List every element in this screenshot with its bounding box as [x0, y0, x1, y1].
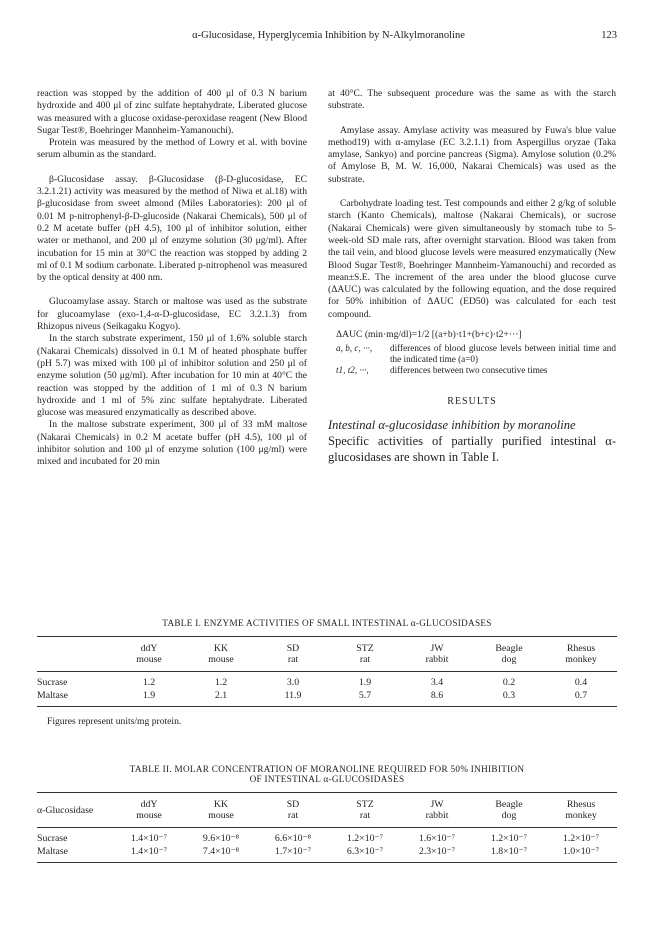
- subsection-heading: Intestinal α-glucosidase inhibition by moranoline: [328, 417, 576, 432]
- table-row: Sucrase 1.2 1.2 3.0 1.9 3.4 0.2 0.4: [37, 677, 588, 688]
- paragraph: at 40°C. The subsequent procedure was the same as with the starch substrate.: [328, 88, 616, 112]
- paragraph: β-Glucosidase assay. β-Glucosidase (β-D-glucosidase, EC 3.2.1.21) activity was measured by the method of Niwa et al.18) with β-glucosidase from sweet almond (Miles Laboratories): 200 μl of 0.01 M p-nitrophenyl-β-D-glucoside (Nakarai Chemicals), 500 μl of 0.2 M acetate buffer (pH 4.5), 100 μl of inhibitor solution, either water or methanol, and 200 μl of enzyme solution (30 μg/ml). After incubation for 15 min at 30°C the reaction was stopped by adding 2 ml of 0.1 M sodium carbonate. Liberated p-nitrophenol was measured by the optical density at 400 nm.: [37, 173, 307, 284]
- column-header: STZ rat: [356, 799, 374, 821]
- stub-header: α-Glucosidase: [37, 804, 94, 816]
- table-row: Maltase 1.9 2.1 11.9 5.7 8.6 0.3 0.7: [37, 690, 588, 701]
- column-header: JW rabbit: [425, 799, 449, 821]
- column-header: SD rat: [286, 799, 300, 821]
- running-title: α-Glucosidase, Hyperglycemia Inhibition by N-Alkylmoranoline: [192, 30, 465, 41]
- page-number: 123: [601, 30, 617, 41]
- column-header: Rhesus monkey: [565, 799, 597, 821]
- left-column: [37, 88, 307, 469]
- column-header: Beagle dog: [495, 643, 523, 665]
- paragraph: reaction was stopped by the addition of 400 μl of 0.3 N barium hydroxide and 400 μl of zinc sulfate heptahydrate. Liberated glucose was measured with a glucose oxidase-peroxidase reagent (New Blood Sugar Test®, Boehringer Mannheim-Yamanouchi).: [37, 88, 307, 136]
- column-header: KK mouse: [208, 799, 234, 821]
- table-header: [37, 643, 617, 665]
- table-caption: OF INTESTINAL α-GLUCOSIDASES: [249, 774, 405, 784]
- equation-definitions: [336, 343, 616, 376]
- definition-term: a, b, c, ···,: [336, 343, 373, 354]
- table-header: [37, 799, 617, 821]
- column-header: STZ rat: [356, 643, 374, 665]
- definition-text: differences between two consecutive times: [390, 365, 548, 376]
- table-row: Sucrase 1.4×10⁻⁷ 9.6×10⁻⁸ 6.6×10⁻⁸ 1.2×10⁻⁷ 1.6×10⁻⁷ 1.2×10⁻⁷ 1.2×10⁻⁷: [37, 833, 600, 844]
- paragraph: In the maltose substrate experiment, 300 μl of 33 mM maltose (Nakarai Chemicals) in 0.2 M acetate buffer (pH 4.5), 100 μl of inhibitor solution and 100 μl of enzyme solution (100 μg/ml) were mixed and incubated for 20 min: [37, 419, 307, 468]
- table-1: [37, 618, 617, 727]
- table-row: Maltase 1.4×10⁻⁷ 7.4×10⁻⁸ 1.7×10⁻⁷ 6.3×10⁻⁷ 2.3×10⁻⁷ 1.8×10⁻⁷ 1.0×10⁻⁷: [37, 846, 600, 857]
- definition-term: t1, t2, ···,: [336, 365, 369, 376]
- column-header: SD rat: [286, 643, 300, 665]
- table-caption: TABLE I. ENZYME ACTIVITIES OF SMALL INTESTINAL α-GLUCOSIDASES: [162, 618, 492, 628]
- column-header: Beagle dog: [495, 799, 523, 821]
- table-note: Figures represent units/mg protein.: [47, 716, 182, 727]
- section-heading: RESULTS: [447, 396, 497, 408]
- equation: ΔAUC (min·mg/dl)=1/2 [(a+b)·t1+(b+c)·t2+···]: [336, 329, 522, 341]
- column-header: JW rabbit: [425, 643, 449, 665]
- table-2: [37, 764, 617, 863]
- paragraph: Glucoamylase assay. Starch or maltose was used as the substrate for glucoamylase (exo-1,4-α-D-glucosidase, EC 3.2.1.3) from Rhizopus niveus (Seikagaku Kogyo).: [37, 296, 307, 333]
- paragraph: Specific activities of partially purified intestinal α-glucosidases are shown in Table I.: [328, 433, 616, 464]
- paragraph: In the starch substrate experiment, 150 μl of 1.6% soluble starch (Nakarai Chemicals) dissolved in 0.1 M of heated phosphate buffer (pH 5.7) was mixed with 100 μl of inhibitor solution and 250 μl of enzyme solution (50 μg/ml). After incubation for 10 min at 40°C the reaction was stopped by the addition of 1 ml of 0.3 N barium hydroxide and 1 ml of 5% zinc sulfate heptahydrate. Liberated glucose was measured enzymatically as described above.: [37, 333, 307, 419]
- paragraph: Amylase assay. Amylase activity was measured by Fuwa's blue value method19) with α-amylase (EC 3.2.1.1) from Aspergillus oryzae (Taka amylase, Sankyo) and porcine pancreas (Sigma). Amylose solution (0.2% of Amylose B, M. W. 16,000, Nakarai Chemicals) was used as the substrate.: [328, 124, 616, 185]
- column-header: Rhesus monkey: [565, 643, 597, 665]
- definition-text: differences of blood glucose levels between initial time and the indicated time (a=0): [390, 343, 616, 365]
- paragraph: Carbohydrate loading test. Test compounds and either 2 g/kg of soluble starch (Kanto Chemicals), maltose (Nakarai Chemicals), or sucrose (Nakarai Chemicals) were given simultaneously by stomach tube to 5-week-old SD male rats, after overnight starvation. Blood was taken from the tail vein, and blood glucose levels were measured enzymatically (New Blood Sugar Test®, Boehringer Mannheim-Yamanouchi) and recorded as mean±S.E. The increment of the area under the blood glucose curve (ΔAUC) was calculated by the following equation, and the dose required for 50% inhibition of ΔAUC (ED50) was calculated for each test compound.: [328, 198, 616, 320]
- column-header: ddY mouse: [136, 643, 162, 665]
- column-header: KK mouse: [208, 643, 234, 665]
- column-header: ddY mouse: [136, 799, 162, 821]
- paragraph: Protein was measured by the method of Lowry et al. with bovine serum albumin as the standard.: [37, 137, 307, 161]
- right-column: [328, 88, 616, 465]
- table-caption: TABLE II. MOLAR CONCENTRATION OF MORANOLINE REQUIRED FOR 50% INHIBITION: [129, 764, 525, 774]
